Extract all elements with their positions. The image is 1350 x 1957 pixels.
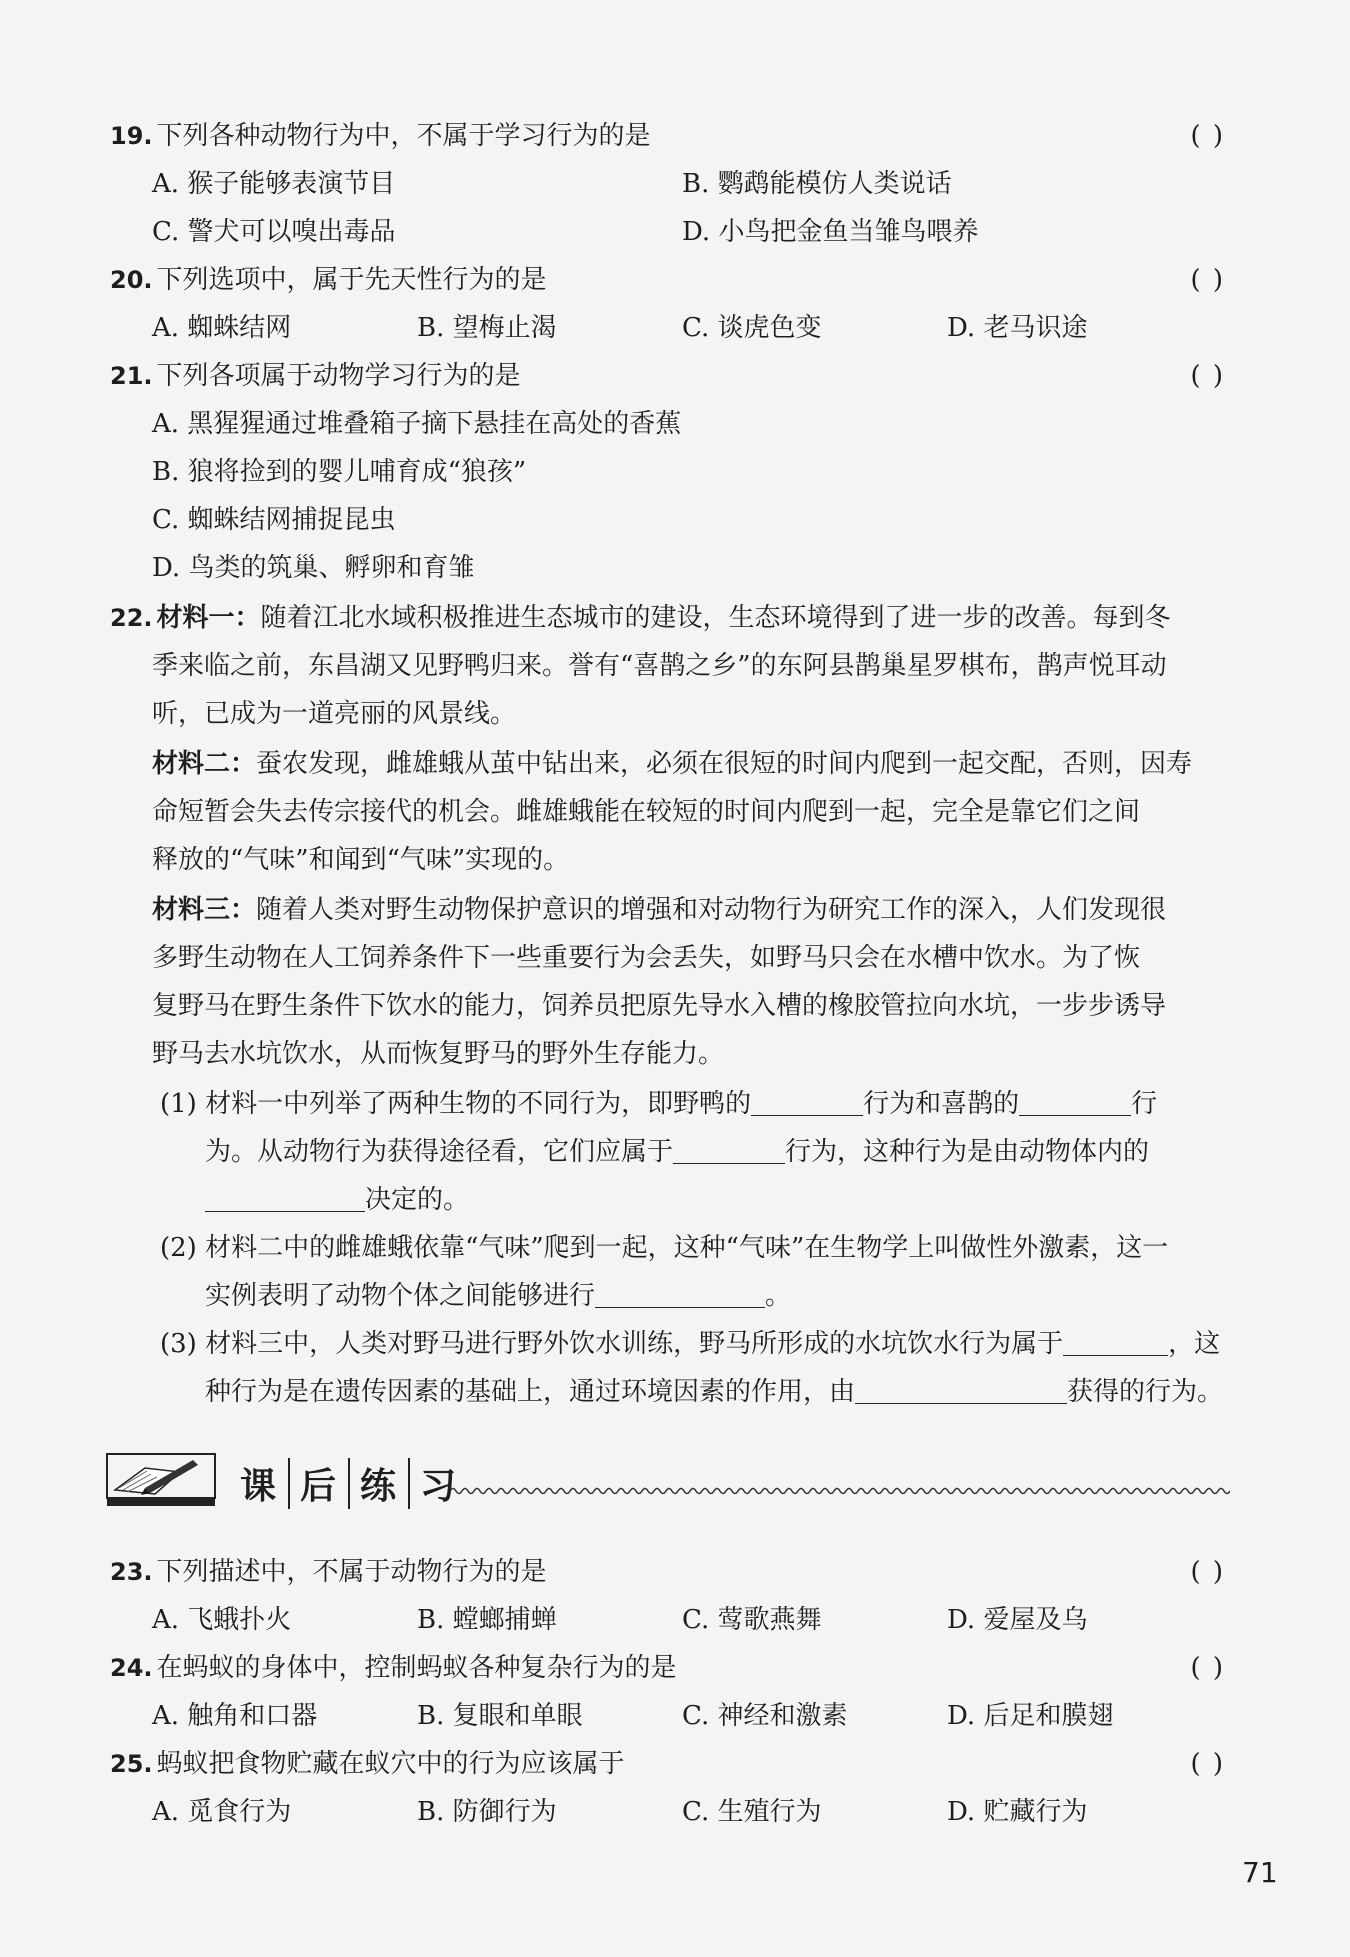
options-row: [152, 1694, 1267, 1738]
option-c: C. 神经和激素: [682, 1701, 848, 1731]
question-stem: 蚂蚁把食物贮藏在蚁穴中的行为应该属于: [156, 1749, 625, 1779]
question-21: [110, 354, 1225, 398]
option-c: C. 蜘蛛结网捕捉昆虫: [152, 505, 396, 535]
option-b: B. 螳螂捕蝉: [417, 1605, 557, 1635]
fill-blank[interactable]: [1019, 1085, 1131, 1116]
options-row: [152, 162, 1267, 206]
material-text: 释放的“气味”和闻到“气味”实现的。: [152, 845, 570, 875]
pen-and-notebook-icon: [105, 1450, 225, 1508]
material-label: 材料三：: [152, 895, 257, 925]
question-23: [110, 1550, 1225, 1594]
question-stem: 下列描述中，不属于动物行为的是: [156, 1557, 547, 1587]
answer-paren: ( ): [1190, 1557, 1225, 1587]
option-d: D. 小鸟把金鱼当雏鸟喂养: [682, 217, 979, 247]
option-b: B. 狼将捡到的婴儿哺育成“狼孩”: [152, 457, 527, 487]
fill-blank[interactable]: [751, 1085, 863, 1116]
material-label: 材料一：: [156, 603, 261, 633]
question-number: 20.: [110, 266, 153, 294]
option-a: A. 触角和口器: [152, 1701, 318, 1731]
question-22-material-1: [110, 596, 1225, 640]
question-stem: 下列各项属于动物学习行为的是: [156, 361, 521, 391]
question-number: 24.: [110, 1654, 153, 1682]
option-a: A. 觅食行为: [152, 1797, 292, 1827]
option-a: A. 猴子能够表演节目: [152, 169, 396, 199]
option-b: B. 望梅止渴: [417, 313, 557, 343]
sub-question-1-cont: 为。从动物行为获得途径看，它们应属于 行为，这种行为是由动物体内的: [205, 1130, 1320, 1174]
option-c: C. 警犬可以嗅出毒品: [152, 217, 396, 247]
sub-question-1: (1) 材料一中列举了两种生物的不同行为，即野鸭的 行为和喜鹊的 行: [160, 1082, 1275, 1126]
fill-blank[interactable]: [855, 1373, 1067, 1404]
option-c: C. 生殖行为: [682, 1797, 822, 1827]
answer-paren: ( ): [1190, 265, 1225, 295]
option-a: A. 飞蛾扑火: [152, 1605, 292, 1635]
material-text: 野马去水坑饮水，从而恢复野马的野外生存能力。: [152, 1039, 725, 1069]
question-stem: 下列各种动物行为中，不属于学习行为的是: [156, 121, 651, 151]
answer-paren: ( ): [1190, 121, 1225, 151]
material-text: 随着人类对野生动物保护意识的增强和对动物行为研究工作的深入，人们发现很: [256, 895, 1167, 925]
options-row: [152, 306, 1267, 350]
option-c: C. 谈虎色变: [682, 313, 822, 343]
option-d: D. 鸟类的筑巢、孵卵和育雏: [152, 553, 475, 583]
question-stem: 下列选项中，属于先天性行为的是: [156, 265, 547, 295]
material-text: 随着江北水域积极推进生态城市的建设，生态环境得到了进一步的改善。每到冬: [260, 603, 1171, 633]
fill-blank[interactable]: [595, 1277, 765, 1308]
options-row: [152, 210, 1267, 254]
fill-blank[interactable]: [1063, 1325, 1168, 1356]
option-b: B. 复眼和单眼: [417, 1701, 583, 1731]
sub-question-2-cont: 实例表明了动物个体之间能够进行 。: [205, 1274, 1320, 1318]
page-number: 71: [1242, 1856, 1278, 1889]
question-number: 22.: [110, 604, 153, 632]
material-text: 复野马在野生条件下饮水的能力，饲养员把原先导水入槽的橡胶管拉向水坑，一步步诱导: [152, 991, 1167, 1021]
material-text: 蚕农发现，雌雄蛾从茧中钻出来，必须在很短的时间内爬到一起交配，否则，因寿: [256, 749, 1193, 779]
option-d: D. 后足和膜翅: [947, 1701, 1114, 1731]
material-text: 多野生动物在人工饲养条件下一些重要行为会丢失，如野马只会在水槽中饮水。为了恢: [152, 943, 1141, 973]
sub-question-3: (3) 材料三中，人类对野马进行野外饮水训练，野马所形成的水坑饮水行为属于 ，这: [160, 1322, 1275, 1366]
question-number: 23.: [110, 1558, 153, 1586]
question-22-material-3: [152, 888, 1267, 932]
fill-blank[interactable]: [205, 1181, 365, 1212]
material-text: 季来临之前，东昌湖又见野鸭归来。誉有“喜鹊之乡”的东阿县鹊巢星罗棋布，鹊声悦耳动: [152, 651, 1167, 681]
options-row: [152, 1790, 1267, 1834]
fill-blank[interactable]: [673, 1133, 785, 1164]
question-22-material-2: [152, 742, 1267, 786]
option-c: C. 莺歌燕舞: [682, 1605, 822, 1635]
sub-question-2: (2) 材料二中的雌雄蛾依靠“气味”爬到一起，这种“气味”在生物学上叫做性外激素，这一: [160, 1233, 1169, 1263]
question-20: [110, 258, 1225, 302]
wavy-divider: [450, 1484, 1230, 1498]
option-a: A. 蜘蛛结网: [152, 313, 292, 343]
option-d: D. 爱屋及乌: [947, 1605, 1088, 1635]
material-text: 命短暂会失去传宗接代的机会。雌雄蛾能在较短的时间内爬到一起，完全是靠它们之间: [152, 797, 1141, 827]
question-number: 25.: [110, 1750, 153, 1778]
sub-question-3-cont: 种行为是在遗传因素的基础上，通过环境因素的作用，由 获得的行为。: [205, 1370, 1320, 1414]
material-label: 材料二：: [152, 749, 257, 779]
question-number: 21.: [110, 362, 153, 390]
question-24: [110, 1646, 1225, 1690]
option-a: A. 黑猩猩通过堆叠箱子摘下悬挂在高处的香蕉: [152, 409, 682, 439]
option-d: D. 贮藏行为: [947, 1797, 1088, 1827]
question-19: [110, 114, 1225, 158]
option-d: D. 老马识途: [947, 313, 1088, 343]
options-row: [152, 1598, 1267, 1642]
section-header: [105, 1450, 1230, 1510]
option-b: B. 鹦鹉能模仿人类说话: [682, 169, 952, 199]
answer-paren: ( ): [1190, 1653, 1225, 1683]
answer-paren: ( ): [1190, 1749, 1225, 1779]
answer-paren: ( ): [1190, 361, 1225, 391]
question-stem: 在蚂蚁的身体中，控制蚂蚁各种复杂行为的是: [156, 1653, 677, 1683]
material-text: 听，已成为一道亮丽的风景线。: [152, 699, 517, 729]
sub-question-1-cont: 决定的。: [205, 1178, 1320, 1222]
question-25: [110, 1742, 1225, 1786]
section-title: 课 后 练 习: [230, 1458, 468, 1509]
option-b: B. 防御行为: [417, 1797, 557, 1827]
question-number: 19.: [110, 122, 153, 150]
